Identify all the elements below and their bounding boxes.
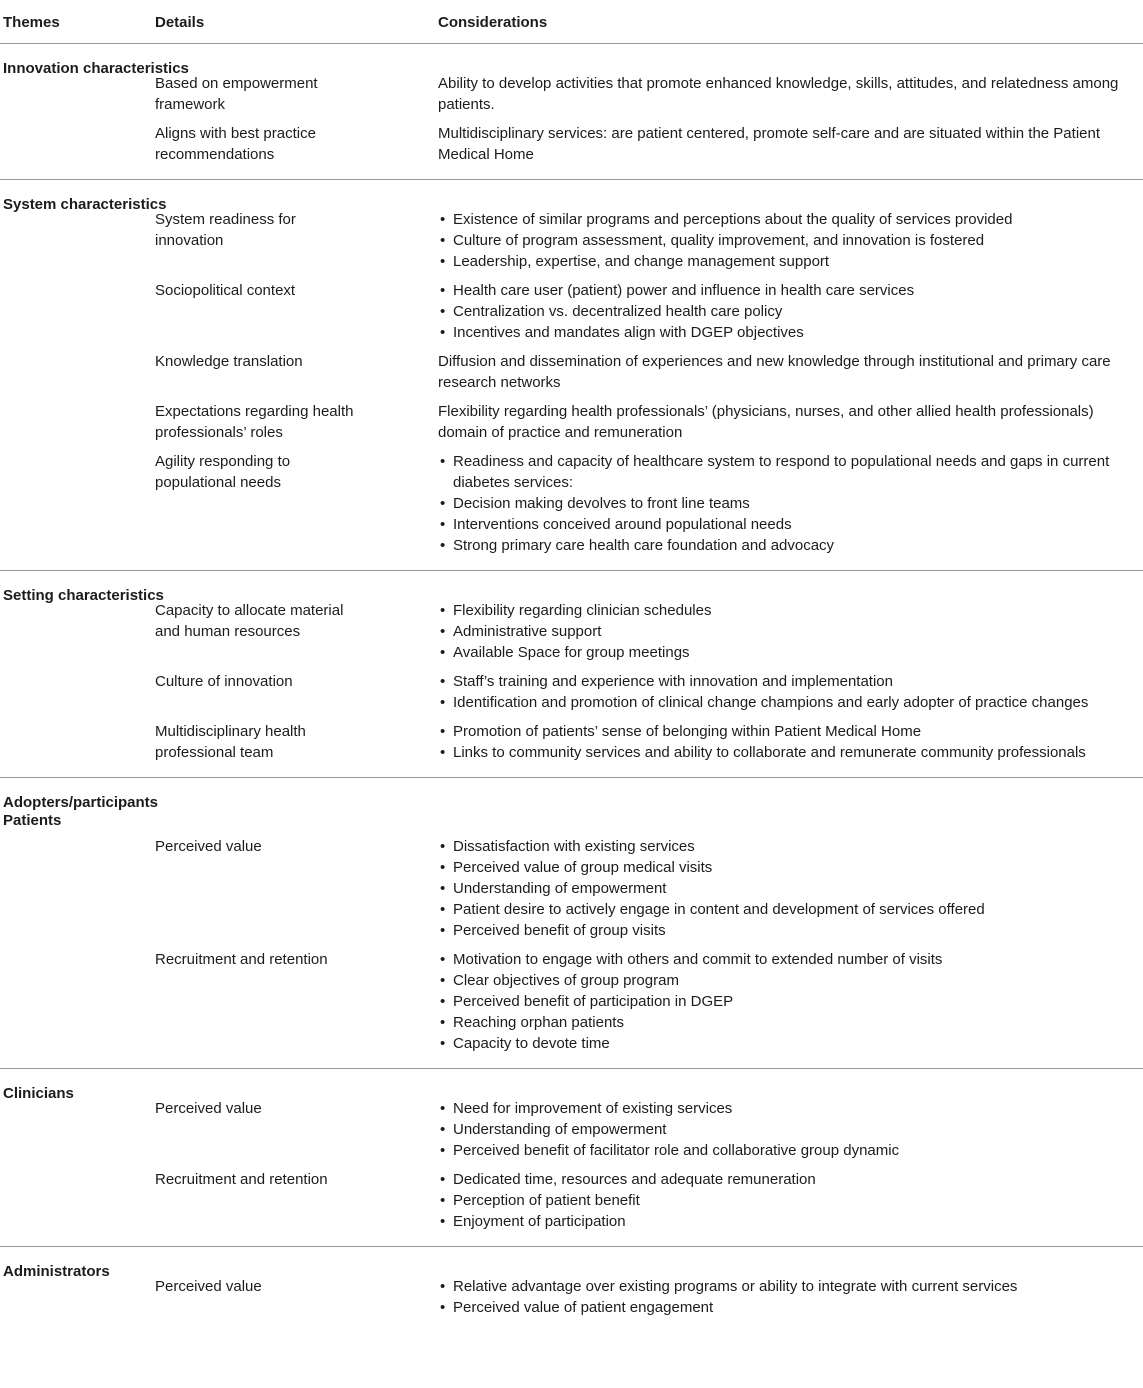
table-row — [0, 401, 1143, 451]
detail-cell — [152, 600, 435, 642]
considerations-text: Diffusion and dissemination of experiences and new knowledge through institutional and primary care research networks — [438, 353, 1111, 391]
considerations-cell — [435, 351, 1143, 393]
table-header — [0, 0, 1143, 44]
table-row — [0, 836, 1143, 949]
list-item: • Available Space for group meetings — [438, 642, 1143, 663]
list-item: • Culture of program assessment, quality improvement, and innovation is fostered — [438, 230, 1143, 251]
list-item: • Centralization vs. decentralized health care policy — [438, 301, 1143, 322]
list-item: • Interventions conceived around populational needs — [438, 514, 1143, 535]
list-item: • Clear objectives of group program — [438, 970, 1143, 991]
detail-cell — [152, 1098, 435, 1119]
detail-text: Aligns with best practice recommendations — [155, 125, 316, 163]
list-item: • Perceived value of patient engagement — [438, 1297, 1143, 1318]
table-row — [0, 949, 1143, 1062]
table-row — [0, 600, 1143, 671]
list-item: • Incentives and mandates align with DGEP objectives — [438, 322, 1143, 343]
list-item: • Enjoyment of participation — [438, 1211, 1143, 1232]
list-item: • Flexibility regarding clinician schedules — [438, 600, 1143, 621]
considerations-cell — [435, 123, 1143, 165]
considerations-cell — [435, 949, 1143, 1054]
detail-text: Knowledge translation — [155, 353, 303, 370]
considerations-list — [438, 280, 1143, 343]
table-section — [0, 1247, 1143, 1332]
table-body — [0, 44, 1143, 1332]
considerations-list — [438, 209, 1143, 272]
detail-text: Multidisciplinary health professional team — [155, 723, 306, 761]
list-item: • Promotion of patients’ sense of belonging within Patient Medical Home — [438, 721, 1143, 742]
considerations-cell — [435, 721, 1143, 763]
list-item: • Decision making devolves to front line teams — [438, 493, 1143, 514]
considerations-cell — [435, 280, 1143, 343]
detail-cell — [152, 280, 435, 301]
list-item: • Health care user (patient) power and influence in health care services — [438, 280, 1143, 301]
detail-text: System readiness for innovation — [155, 211, 296, 249]
list-item: • Perception of patient benefit — [438, 1190, 1143, 1211]
list-item: • Reaching orphan patients — [438, 1012, 1143, 1033]
detail-text: Perceived value — [155, 838, 262, 855]
header-considerations: Considerations — [438, 14, 548, 31]
theme-heading: System characteristics — [3, 196, 167, 213]
list-item: • Need for improvement of existing services — [438, 1098, 1143, 1119]
detail-cell — [152, 721, 435, 763]
list-item: • Patient desire to actively engage in content and development of services offered — [438, 899, 1143, 920]
considerations-cell — [435, 1169, 1143, 1232]
header-details: Details — [155, 14, 205, 31]
detail-cell — [152, 451, 435, 493]
considerations-list — [438, 1169, 1143, 1232]
considerations-cell — [435, 836, 1143, 941]
considerations-text: Multidisciplinary services: are patient centered, promote self-care and are situated within the Patient Medical Home — [438, 125, 1100, 163]
considerations-list — [438, 1276, 1143, 1318]
list-item: • Readiness and capacity of healthcare system to respond to populational needs and gaps in current diabetes services: — [438, 451, 1143, 493]
detail-cell — [152, 209, 435, 251]
detail-cell — [152, 949, 435, 970]
detail-text: Based on empowerment framework — [155, 75, 318, 113]
table-row — [0, 280, 1143, 351]
theme-heading: Setting characteristics — [3, 587, 164, 604]
list-item: • Strong primary care health care foundation and advocacy — [438, 535, 1143, 556]
list-item: • Capacity to devote time — [438, 1033, 1143, 1054]
list-item: • Understanding of empowerment — [438, 1119, 1143, 1140]
considerations-cell — [435, 1098, 1143, 1161]
considerations-cell — [435, 401, 1143, 443]
header-themes: Themes — [3, 14, 60, 31]
list-item: • Staff’s training and experience with innovation and implementation — [438, 671, 1143, 692]
table-row — [0, 351, 1143, 401]
list-item: • Perceived benefit of group visits — [438, 920, 1143, 941]
theme-heading: Clinicians — [3, 1085, 74, 1102]
table-section — [0, 180, 1143, 571]
considerations-text: Ability to develop activities that promote enhanced knowledge, skills, attitudes, and relatedness among patients. — [438, 75, 1119, 113]
table-row — [0, 209, 1143, 280]
list-item: • Administrative support — [438, 621, 1143, 642]
detail-text: Culture of innovation — [155, 673, 293, 690]
table-section — [0, 1069, 1143, 1247]
considerations-cell — [435, 209, 1143, 272]
considerations-list — [438, 1098, 1143, 1161]
considerations-list — [438, 600, 1143, 663]
list-item: • Relative advantage over existing programs or ability to integrate with current services — [438, 1276, 1143, 1297]
considerations-text: Flexibility regarding health professionals’ (physicians, nurses, and other allied health professionals) domain of practice and remuneration — [438, 403, 1094, 441]
detail-text: Recruitment and retention — [155, 951, 328, 968]
list-item: • Perceived benefit of participation in DGEP — [438, 991, 1143, 1012]
detail-text: Perceived value — [155, 1278, 262, 1295]
theme-heading: Innovation characteristics — [3, 60, 189, 77]
list-item: • Understanding of empowerment — [438, 878, 1143, 899]
detail-text: Sociopolitical context — [155, 282, 296, 299]
considerations-cell — [435, 671, 1143, 713]
considerations-cell — [435, 451, 1143, 556]
detail-cell — [152, 73, 435, 115]
theme-heading: Administrators — [3, 1263, 110, 1280]
list-item: • Leadership, expertise, and change management support — [438, 251, 1143, 272]
list-item: • Dedicated time, resources and adequate remuneration — [438, 1169, 1143, 1190]
list-item: • Identification and promotion of clinical change champions and early adopter of practice changes — [438, 692, 1143, 713]
detail-text: Agility responding to populational needs — [155, 453, 291, 491]
subtheme-heading: Patients — [3, 812, 62, 829]
table-section — [0, 778, 1143, 1069]
table-row — [0, 671, 1143, 721]
detail-cell — [152, 123, 435, 165]
detail-cell — [152, 1276, 435, 1297]
detail-text: Recruitment and retention — [155, 1171, 328, 1188]
detail-text: Expectations regarding health professionals’ roles — [155, 403, 354, 441]
table-row — [0, 451, 1143, 564]
table-row — [0, 721, 1143, 771]
table-section — [0, 44, 1143, 180]
considerations-cell — [435, 600, 1143, 663]
list-item: • Dissatisfaction with existing services — [438, 836, 1143, 857]
detail-cell — [152, 1169, 435, 1190]
detail-cell — [152, 836, 435, 857]
list-item: • Perceived benefit of facilitator role and collaborative group dynamic — [438, 1140, 1143, 1161]
detail-text: Capacity to allocate material and human resources — [155, 602, 344, 640]
table-row — [0, 73, 1143, 123]
considerations-list — [438, 836, 1143, 941]
table-row — [0, 1098, 1143, 1169]
considerations-list — [438, 949, 1143, 1054]
detail-cell — [152, 671, 435, 692]
table-row — [0, 1169, 1143, 1240]
detail-cell — [152, 401, 435, 443]
detail-cell — [152, 351, 435, 372]
list-item: • Motivation to engage with others and commit to extended number of visits — [438, 949, 1143, 970]
considerations-list — [438, 721, 1143, 763]
table-section — [0, 571, 1143, 778]
considerations-cell — [435, 1276, 1143, 1318]
list-item: • Perceived value of group medical visits — [438, 857, 1143, 878]
theme-heading: Adopters/participants — [3, 794, 159, 811]
list-item: • Existence of similar programs and perceptions about the quality of services provided — [438, 209, 1143, 230]
table-row — [0, 123, 1143, 173]
list-item: • Links to community services and ability to collaborate and remunerate community professionals — [438, 742, 1143, 763]
considerations-list — [438, 671, 1143, 713]
considerations-list — [438, 451, 1143, 556]
detail-text: Perceived value — [155, 1100, 262, 1117]
table-row — [0, 1276, 1143, 1326]
considerations-cell — [435, 73, 1143, 115]
